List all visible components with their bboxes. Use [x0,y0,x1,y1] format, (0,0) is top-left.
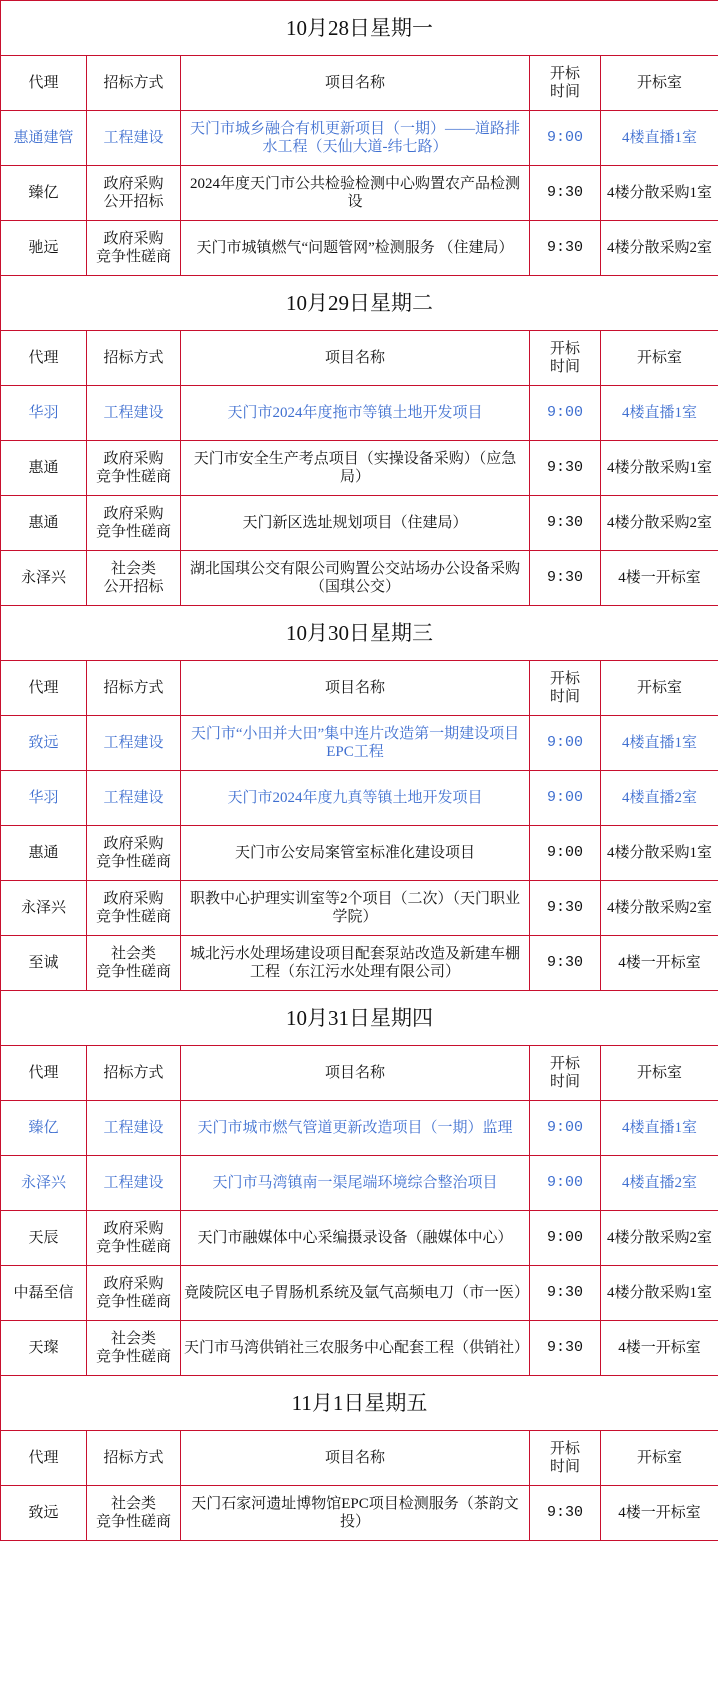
agent-cell[interactable]: 惠通建管 [1,111,87,166]
time-cell[interactable]: 9:00 [530,771,601,826]
room-cell[interactable]: 4楼直播2室 [601,1156,718,1211]
agent-cell: 臻亿 [1,166,87,221]
room-cell: 4楼分散采购2室 [601,496,718,551]
header-method: 招标方式 [87,1431,181,1486]
day-title-row [1,1,718,56]
room-cell: 4楼分散采购1室 [601,1266,718,1321]
table-row [1,1156,718,1211]
header-row [1,1431,718,1486]
day-title: 11月1日星期五 [1,1376,718,1431]
table-row [1,496,718,551]
method-cell: 政府采购 竞争性磋商 [87,496,181,551]
table-row [1,551,718,606]
project-cell: 竟陵院区电子胃肠机系统及氩气高频电刀（市一医） [181,1266,530,1321]
project-cell[interactable]: 天门市城乡融合有机更新项目（一期）——道路排水工程（天仙大道-纬七路） [181,111,530,166]
day-title: 10月30日星期三 [1,606,718,661]
agent-cell: 惠通 [1,441,87,496]
method-cell: 政府采购 竞争性磋商 [87,441,181,496]
table-row [1,771,718,826]
agent-cell[interactable]: 致远 [1,716,87,771]
room-cell[interactable]: 4楼直播1室 [601,716,718,771]
room-cell: 4楼分散采购1室 [601,441,718,496]
header-project: 项目名称 [181,56,530,111]
header-agent: 代理 [1,661,87,716]
time-cell: 9:30 [530,166,601,221]
header-agent: 代理 [1,331,87,386]
project-cell: 天门石家河遗址博物馆EPC项目检测服务（茶韵文投） [181,1486,530,1541]
time-cell: 9:30 [530,496,601,551]
method-cell: 社会类 竞争性磋商 [87,1486,181,1541]
project-cell: 天门市融媒体中心采编摄录设备（融媒体中心） [181,1211,530,1266]
table-row [1,936,718,991]
time-cell: 9:30 [530,441,601,496]
time-cell: 9:30 [530,881,601,936]
method-cell: 政府采购 竞争性磋商 [87,826,181,881]
agent-cell[interactable]: 永泽兴 [1,1156,87,1211]
header-method: 招标方式 [87,56,181,111]
header-room: 开标室 [601,1431,718,1486]
method-cell[interactable]: 工程建设 [87,1156,181,1211]
header-agent: 代理 [1,1046,87,1101]
method-cell: 社会类 竞争性磋商 [87,936,181,991]
method-cell[interactable]: 工程建设 [87,111,181,166]
method-cell: 社会类 公开招标 [87,551,181,606]
day-title-row [1,1376,718,1431]
header-row [1,56,718,111]
header-method: 招标方式 [87,331,181,386]
method-cell: 社会类 竞争性磋商 [87,1321,181,1376]
room-cell: 4楼一开标室 [601,1486,718,1541]
project-cell: 职教中心护理实训室等2个项目（二次）（天门职业学院） [181,881,530,936]
time-cell: 9:30 [530,221,601,276]
room-cell: 4楼分散采购2室 [601,1211,718,1266]
method-cell: 政府采购 竞争性磋商 [87,881,181,936]
table-row [1,221,718,276]
header-method: 招标方式 [87,1046,181,1101]
time-cell[interactable]: 9:00 [530,111,601,166]
room-cell: 4楼一开标室 [601,1321,718,1376]
room-cell[interactable]: 4楼直播1室 [601,1101,718,1156]
day-title: 10月31日星期四 [1,991,718,1046]
project-cell[interactable]: 天门市马湾镇南一渠尾端环境综合整治项目 [181,1156,530,1211]
agent-cell[interactable]: 臻亿 [1,1101,87,1156]
header-time: 开标 时间 [530,1046,601,1101]
method-cell[interactable]: 工程建设 [87,386,181,441]
header-project: 项目名称 [181,1046,530,1101]
room-cell: 4楼分散采购1室 [601,826,718,881]
agent-cell: 惠通 [1,826,87,881]
project-cell: 天门市安全生产考点项目（实操设备采购）（应急局） [181,441,530,496]
project-cell[interactable]: 天门市城市燃气管道更新改造项目（一期）监理 [181,1101,530,1156]
room-cell: 4楼一开标室 [601,551,718,606]
agent-cell: 中磊至信 [1,1266,87,1321]
table-row [1,826,718,881]
room-cell[interactable]: 4楼直播1室 [601,111,718,166]
method-cell[interactable]: 工程建设 [87,716,181,771]
header-agent: 代理 [1,56,87,111]
room-cell: 4楼分散采购2室 [601,221,718,276]
table-row [1,1211,718,1266]
header-room: 开标室 [601,56,718,111]
agent-cell: 永泽兴 [1,881,87,936]
day-title-row [1,991,718,1046]
time-cell[interactable]: 9:00 [530,386,601,441]
method-cell: 政府采购 竞争性磋商 [87,1211,181,1266]
room-cell: 4楼分散采购1室 [601,166,718,221]
header-method: 招标方式 [87,661,181,716]
method-cell: 政府采购 竞争性磋商 [87,1266,181,1321]
header-agent: 代理 [1,1431,87,1486]
time-cell[interactable]: 9:00 [530,716,601,771]
time-cell[interactable]: 9:00 [530,1156,601,1211]
time-cell: 9:30 [530,551,601,606]
header-row [1,1046,718,1101]
table-row [1,166,718,221]
day-title: 10月29日星期二 [1,276,718,331]
agent-cell[interactable]: 华羽 [1,771,87,826]
time-cell[interactable]: 9:00 [530,1101,601,1156]
time-cell: 9:00 [530,1211,601,1266]
agent-cell: 驰远 [1,221,87,276]
agent-cell: 惠通 [1,496,87,551]
project-cell: 天门新区选址规划项目（住建局） [181,496,530,551]
agent-cell: 致远 [1,1486,87,1541]
room-cell: 4楼一开标室 [601,936,718,991]
agent-cell: 天辰 [1,1211,87,1266]
project-cell: 天门市马湾供销社三农服务中心配套工程（供销社） [181,1321,530,1376]
table-row [1,386,718,441]
agent-cell: 至诚 [1,936,87,991]
table-row [1,881,718,936]
project-cell: 城北污水处理场建设项目配套泵站改造及新建车棚工程（东江污水处理有限公司） [181,936,530,991]
header-room: 开标室 [601,661,718,716]
header-row [1,331,718,386]
project-cell[interactable]: 天门市2024年度拖市等镇土地开发项目 [181,386,530,441]
time-cell: 9:00 [530,826,601,881]
day-title: 10月28日星期一 [1,1,718,56]
table-row [1,441,718,496]
project-cell: 湖北国琪公交有限公司购置公交站场办公设备采购（国琪公交） [181,551,530,606]
project-cell: 天门市城镇燃气“问题管网”检测服务 （住建局） [181,221,530,276]
header-time: 开标 时间 [530,56,601,111]
room-cell[interactable]: 4楼直播1室 [601,386,718,441]
day-title-row [1,606,718,661]
project-cell[interactable]: 天门市“小田并大田”集中连片改造第一期建设项目EPC工程 [181,716,530,771]
table-row [1,111,718,166]
project-cell: 2024年度天门市公共检验检测中心购置农产品检测设 [181,166,530,221]
header-room: 开标室 [601,1046,718,1101]
header-room: 开标室 [601,331,718,386]
table-row [1,1101,718,1156]
header-row [1,661,718,716]
time-cell: 9:30 [530,936,601,991]
table-row [1,716,718,771]
table-row [1,1486,718,1541]
header-time: 开标 时间 [530,1431,601,1486]
header-time: 开标 时间 [530,331,601,386]
agent-cell[interactable]: 华羽 [1,386,87,441]
agent-cell: 永泽兴 [1,551,87,606]
room-cell[interactable]: 4楼直播2室 [601,771,718,826]
time-cell: 9:30 [530,1486,601,1541]
header-project: 项目名称 [181,661,530,716]
header-project: 项目名称 [181,1431,530,1486]
project-cell: 天门市公安局案管室标准化建设项目 [181,826,530,881]
header-project: 项目名称 [181,331,530,386]
room-cell: 4楼分散采购2室 [601,881,718,936]
method-cell[interactable]: 工程建设 [87,1101,181,1156]
day-title-row [1,276,718,331]
project-cell[interactable]: 天门市2024年度九真等镇土地开发项目 [181,771,530,826]
method-cell: 政府采购 竞争性磋商 [87,221,181,276]
time-cell: 9:30 [530,1321,601,1376]
method-cell: 政府采购 公开招标 [87,166,181,221]
table-row [1,1266,718,1321]
header-time: 开标 时间 [530,661,601,716]
agent-cell: 天璨 [1,1321,87,1376]
method-cell[interactable]: 工程建设 [87,771,181,826]
time-cell: 9:30 [530,1266,601,1321]
table-row [1,1321,718,1376]
